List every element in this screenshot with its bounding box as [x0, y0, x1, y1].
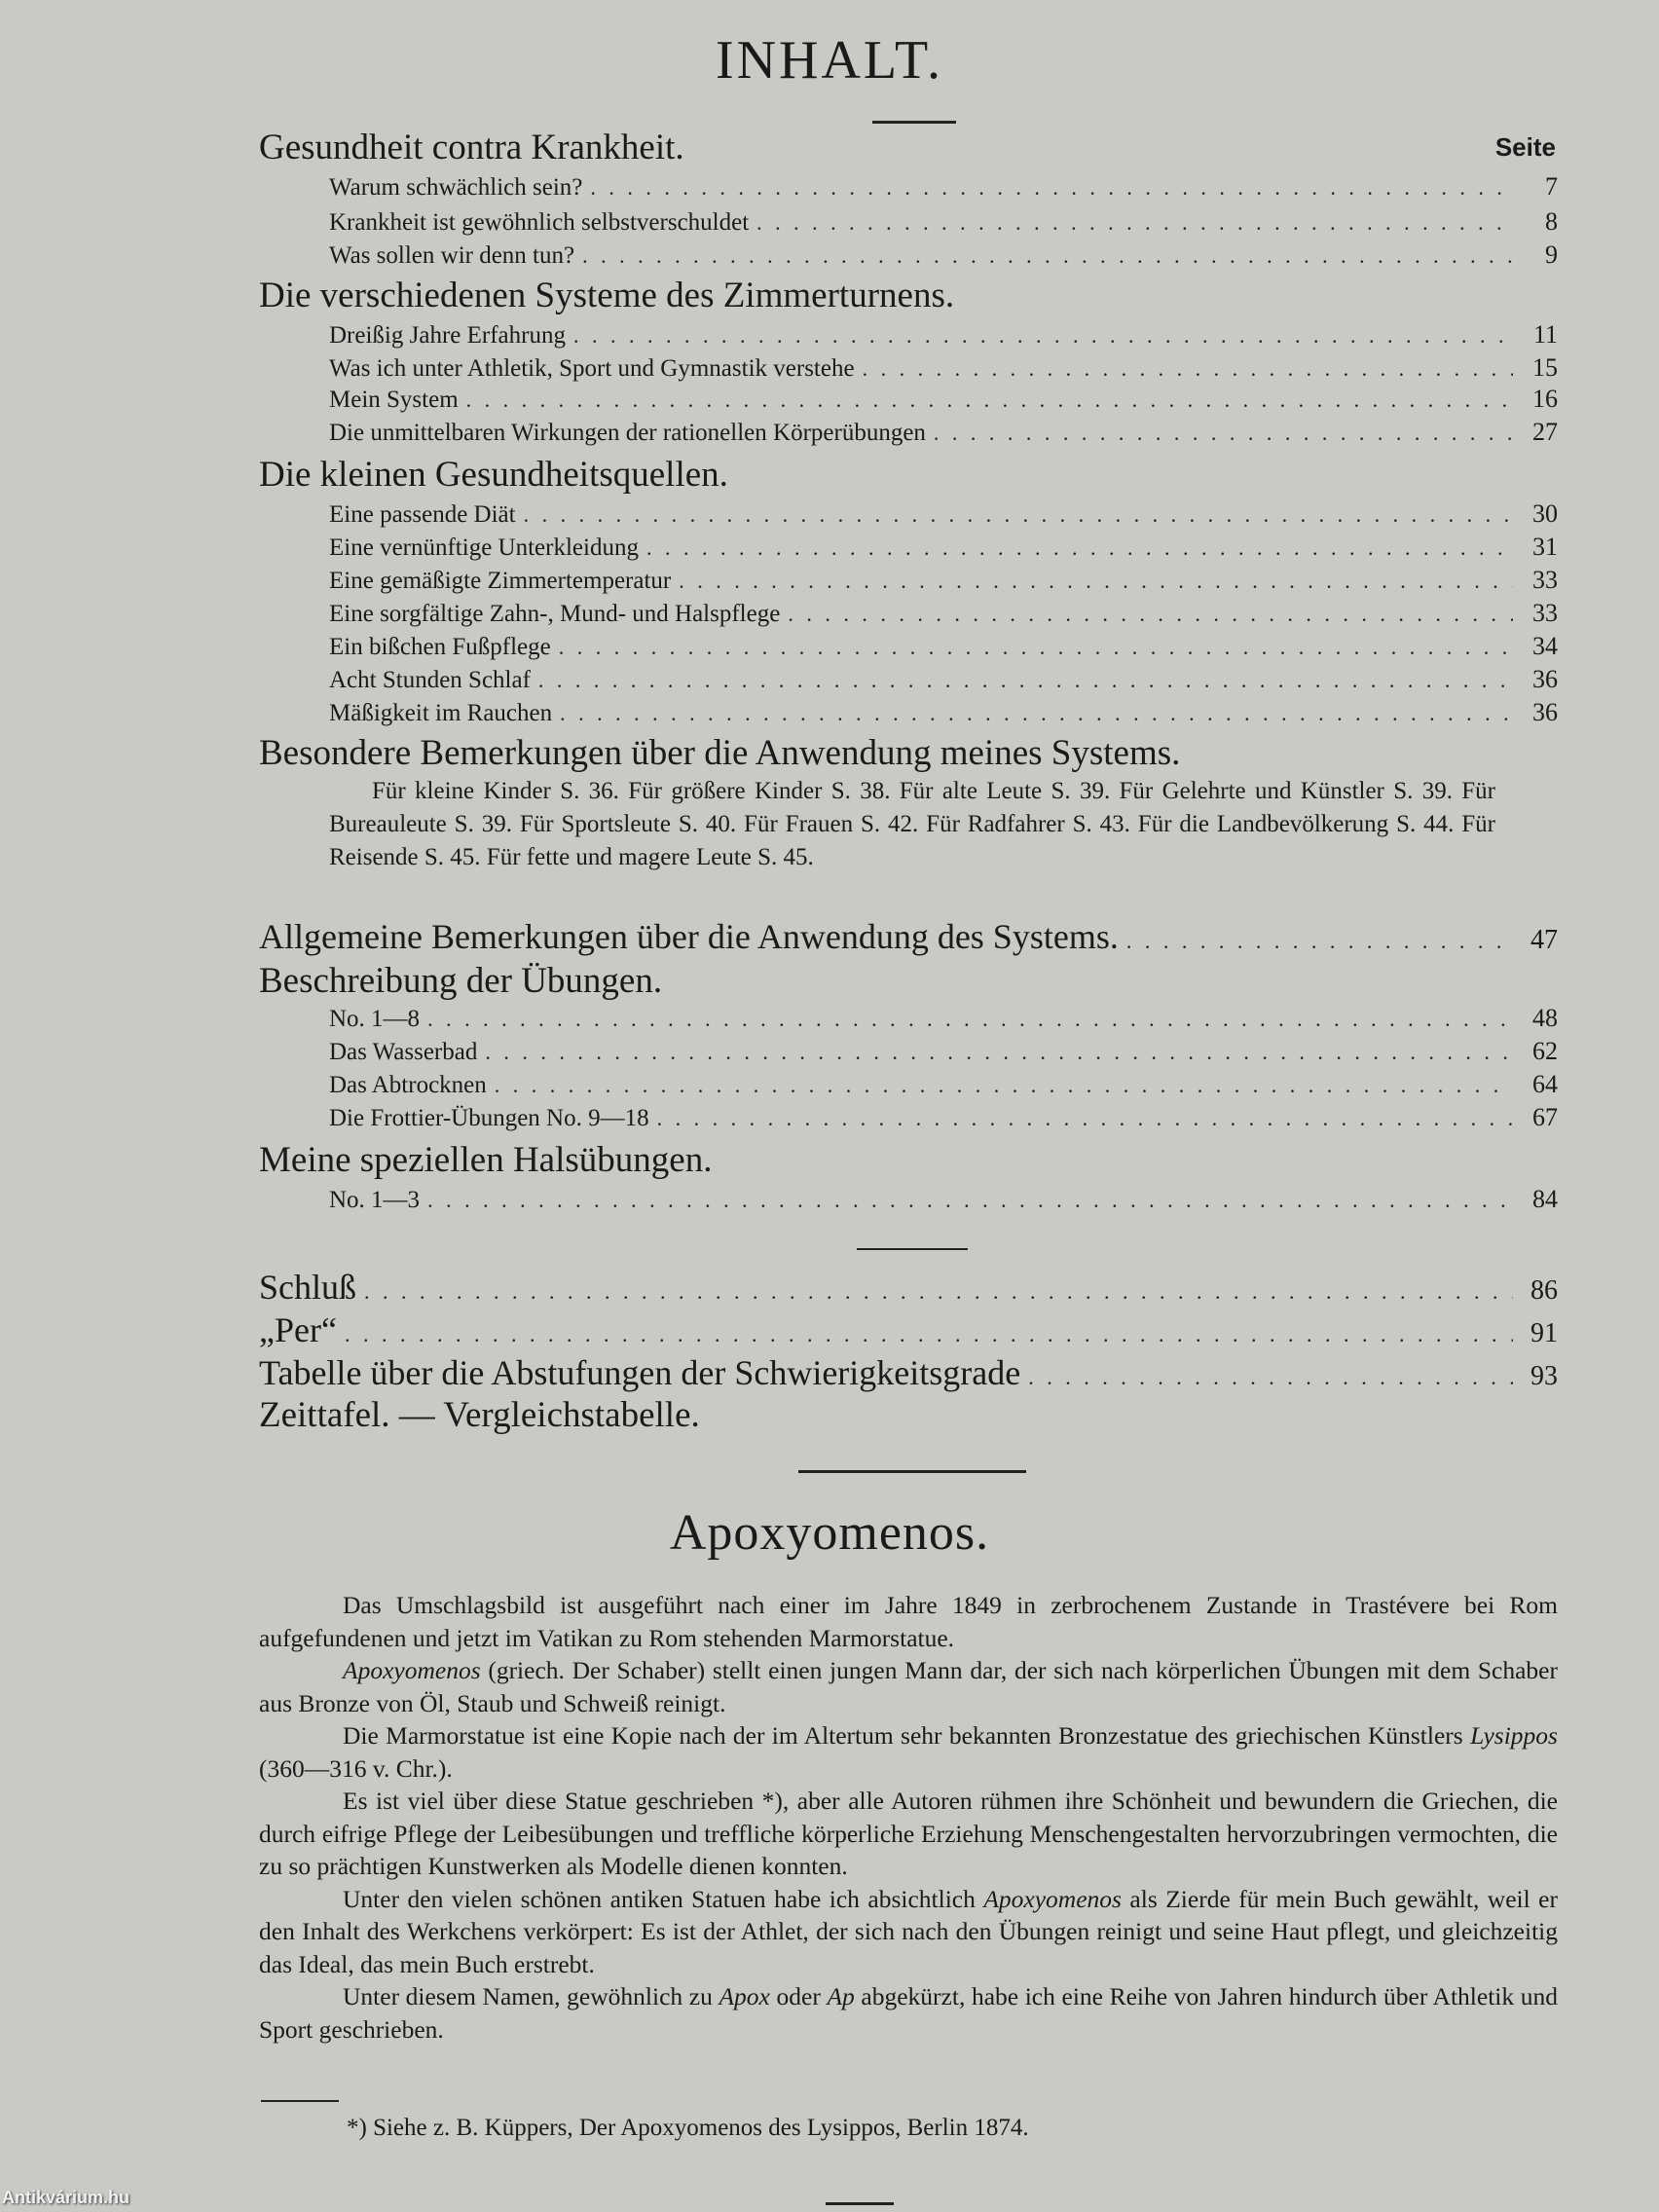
toc-entry-label: Die Frottier-Übungen No. 9—18	[329, 1105, 649, 1131]
toc-entry-major[interactable]	[259, 1266, 1558, 1313]
toc-entry[interactable]	[329, 1036, 1558, 1068]
toc-section-heading: Besondere Bemerkungen über die Anwendung meines Systems.	[259, 733, 1181, 773]
leader-dots	[427, 1004, 1513, 1035]
toc-entry[interactable]	[329, 532, 1558, 564]
toc-entry-page: 7	[1545, 172, 1558, 201]
leader-dots	[863, 353, 1513, 385]
apoxyomenos-heading: Apoxyomenos.	[669, 1505, 990, 1561]
leader-dots	[485, 1037, 1513, 1068]
page-title: INHALT.	[715, 30, 944, 91]
leader-dots	[582, 240, 1513, 272]
section-divider	[798, 1470, 1026, 1473]
toc-entry-major[interactable]	[259, 915, 1558, 963]
section-divider	[857, 1248, 968, 1250]
toc-entry-page: 86	[1530, 1275, 1558, 1306]
bottom-divider	[826, 2202, 894, 2205]
toc-entry-page: 47	[1530, 925, 1558, 955]
toc-entry-label: Schluß	[259, 1268, 357, 1307]
body-paragraph: Das Umschlagsbild ist ausgeführt nach einer im Jahre 1849 in zerbrochenem Zustande in Trastévere bei Rom aufgefundenen und jetzt im Vatikan zu Rom stehenden Marmorstatue.	[259, 1591, 1558, 1652]
toc-entry-label: Das Abtrocknen	[329, 1072, 487, 1098]
toc-section-heading: Die verschiedenen Systeme des Zimmerturnens.	[259, 276, 955, 315]
toc-section-heading: Beschreibung der Übungen.	[259, 961, 663, 1001]
leader-dots	[756, 207, 1513, 239]
leader-dots	[679, 566, 1513, 597]
leader-dots	[1028, 1356, 1513, 1399]
title-divider	[872, 121, 956, 124]
toc-entry-page: 64	[1532, 1070, 1558, 1098]
leader-dots	[657, 1103, 1513, 1134]
toc-entry-label: „Per“	[259, 1310, 337, 1349]
toc-entry-page: 34	[1532, 632, 1558, 660]
toc-entry-page: 8	[1545, 207, 1558, 236]
toc-entry-page: 62	[1532, 1037, 1558, 1065]
leader-dots	[590, 172, 1513, 203]
toc-section-heading: Meine speziellen Halsübungen.	[259, 1140, 713, 1180]
toc-entry[interactable]	[329, 664, 1558, 696]
toc-entry-label: Eine gemäßigte Zimmertemperatur	[329, 568, 672, 594]
leader-dots	[934, 418, 1513, 449]
toc-entry-major[interactable]	[259, 1351, 1558, 1399]
leader-dots	[495, 1070, 1513, 1101]
toc-entry-label: No. 1—8	[329, 1006, 421, 1032]
leader-dots	[559, 632, 1513, 663]
toc-entry-major[interactable]	[259, 1309, 1558, 1356]
toc-entry-label: No. 1—3	[329, 1187, 421, 1213]
toc-section-heading: Die kleinen Gesundheitsquellen.	[259, 455, 728, 495]
toc-entry-page: 30	[1532, 499, 1558, 528]
toc-entry-label: Dreißig Jahre Erfahrung	[329, 322, 566, 349]
toc-section-paragraph: Für kleine Kinder S. 36. Für größere Kinder S. 38. Für alte Leute S. 39. Für Gelehrte und Künstler S. 39. Für Bureauleute S. 39. Für Sportsleute S. 40. Für Frauen S. 42. Für Radfahrer S. 43. Für die Landbevölkerung S. 44. Für Reisende S. 45. Für fette und magere Leute S. 45.	[329, 778, 1495, 870]
toc-entry[interactable]	[329, 565, 1558, 597]
toc-entry-label: Mäßigkeit im Rauchen	[329, 700, 553, 726]
toc-entry-label: Mein System	[329, 387, 459, 413]
toc-entry-major: Zeittafel. — Vergleichstabelle.	[259, 1395, 700, 1435]
toc-entry[interactable]	[329, 352, 1558, 385]
toc-entry-label: Eine sorgfältige Zahn-, Mund- und Halspflege	[329, 601, 781, 627]
toc-entry-page: 27	[1532, 418, 1558, 446]
toc-entry[interactable]	[329, 319, 1558, 351]
toc-entry[interactable]	[329, 1069, 1558, 1101]
toc-entry-label: Acht Stunden Schlaf	[329, 667, 531, 693]
leader-dots	[364, 1271, 1513, 1313]
toc-entry-page: 84	[1532, 1185, 1558, 1213]
footnote-divider	[261, 2100, 339, 2102]
toc-entry[interactable]	[329, 697, 1558, 729]
toc-entry-page: 16	[1532, 385, 1558, 413]
body-paragraph: Unter diesem Namen, gewöhnlich zu Apox oder Ap abgekürzt, habe ich eine Reihe von Jahren hindurch über Athletik und Sport geschrieben.	[259, 1982, 1559, 2044]
footnote: *) Siehe z. B. Küppers, Der Apoxyomenos des Lysippos, Berlin 1874.	[347, 2115, 1029, 2141]
toc-entry-page: 33	[1532, 599, 1558, 627]
toc-entry-label: Die unmittelbaren Wirkungen der rationellen Körperübungen	[329, 420, 926, 446]
toc-entry-page: 11	[1532, 320, 1558, 349]
body-paragraph: Es ist viel über diese Statue geschrieben *), aber alle Autoren rühmen ihre Schönheit und bewundern die Griechen, die durch eifrige Pflege der Leibesübungen und treffliche körperliche Erziehung Menschengestalten hervorzubringen vermochten, die zu so prächtigen Kunstwerken als Modelle dienen konnten.	[259, 1787, 1558, 1880]
toc-entry-label: Warum schwächlich sein?	[329, 174, 583, 201]
toc-entry[interactable]	[329, 240, 1558, 272]
leader-dots	[427, 1185, 1513, 1216]
toc-entry[interactable]	[329, 498, 1558, 531]
body-paragraph: Unter den vielen schönen antiken Statuen habe ich absichtlich Apoxyomenos als Zierde für mein Buch gewählt, weil er den Inhalt des Werkchens verkörpert: Es ist der Athlet, der sich nach den Übungen reinigt und seine Haut pflegt, und gleichzeitig das Ideal, das mein Buch erstrebt.	[259, 1884, 1558, 1978]
toc-entry-page: 9	[1545, 240, 1558, 269]
toc-entry[interactable]	[329, 206, 1558, 239]
body-paragraph: Apoxyomenos (griech. Der Schaber) stellt einen jungen Mann dar, der sich nach körperlichen Übungen mit dem Schaber aus Bronze von Öl, Staub und Schweiß reinigt.	[259, 1656, 1558, 1717]
leader-dots	[573, 320, 1513, 351]
toc-section-heading: Gesundheit contra Krankheit.	[259, 128, 684, 167]
toc-entry-label: Eine passende Diät	[329, 501, 516, 528]
toc-entry-label: Eine vernünftige Unterkleidung	[329, 535, 639, 561]
toc-entry-label: Allgemeine Bemerkungen über die Anwendung des Systems.	[259, 917, 1119, 956]
toc-entry-page: 15	[1532, 353, 1558, 382]
toc-entry-label: Das Wasserbad	[329, 1039, 478, 1065]
apoxyomenos-body	[259, 1589, 1558, 2046]
toc-entry-page: 36	[1532, 665, 1558, 693]
toc-entry-label: Krankheit ist gewöhnlich selbstverschuldet	[329, 209, 750, 236]
toc-entry[interactable]	[329, 417, 1558, 449]
toc-entry[interactable]	[329, 1003, 1558, 1035]
toc-entry[interactable]	[329, 1102, 1558, 1134]
leader-dots	[1126, 920, 1513, 963]
toc-entry-label: Ein bißchen Fußpflege	[329, 634, 551, 660]
toc-entry[interactable]	[329, 1184, 1558, 1216]
watermark: Antikvárium.hu	[2, 2188, 130, 2207]
leader-dots	[646, 533, 1513, 564]
toc-entry-label: Tabelle über die Abstufungen der Schwierigkeitsgrade	[259, 1353, 1021, 1392]
leader-dots	[466, 385, 1513, 416]
leader-dots	[560, 698, 1513, 729]
leader-dots	[788, 599, 1513, 630]
toc-entry-page: 48	[1532, 1004, 1558, 1032]
toc-entry-page: 93	[1530, 1361, 1558, 1391]
body-paragraph: Die Marmorstatue ist eine Kopie nach der im Altertum sehr bekannten Bronzestatue des griechischen Künstlers Lysippos (360—316 v. Chr.).	[259, 1721, 1558, 1783]
toc-entry[interactable]	[329, 598, 1558, 630]
toc-entry-page: 36	[1532, 698, 1558, 726]
seite-column-label: Seite	[1494, 132, 1556, 162]
toc-entry-label: Was ich unter Athletik, Sport und Gymnastik verstehe	[329, 355, 855, 382]
toc-entry-page: 67	[1532, 1103, 1558, 1131]
toc-entry[interactable]	[329, 171, 1558, 203]
toc-entry-page: 33	[1532, 566, 1558, 594]
toc-entry-page: 91	[1530, 1318, 1558, 1348]
leader-dots	[538, 665, 1513, 696]
toc-entry-label: Was sollen wir denn tun?	[329, 242, 575, 269]
toc-entry-page: 31	[1532, 533, 1558, 561]
leader-dots	[345, 1313, 1513, 1356]
toc-entry[interactable]	[329, 631, 1558, 663]
toc-entry[interactable]	[329, 384, 1558, 416]
leader-dots	[524, 499, 1513, 531]
